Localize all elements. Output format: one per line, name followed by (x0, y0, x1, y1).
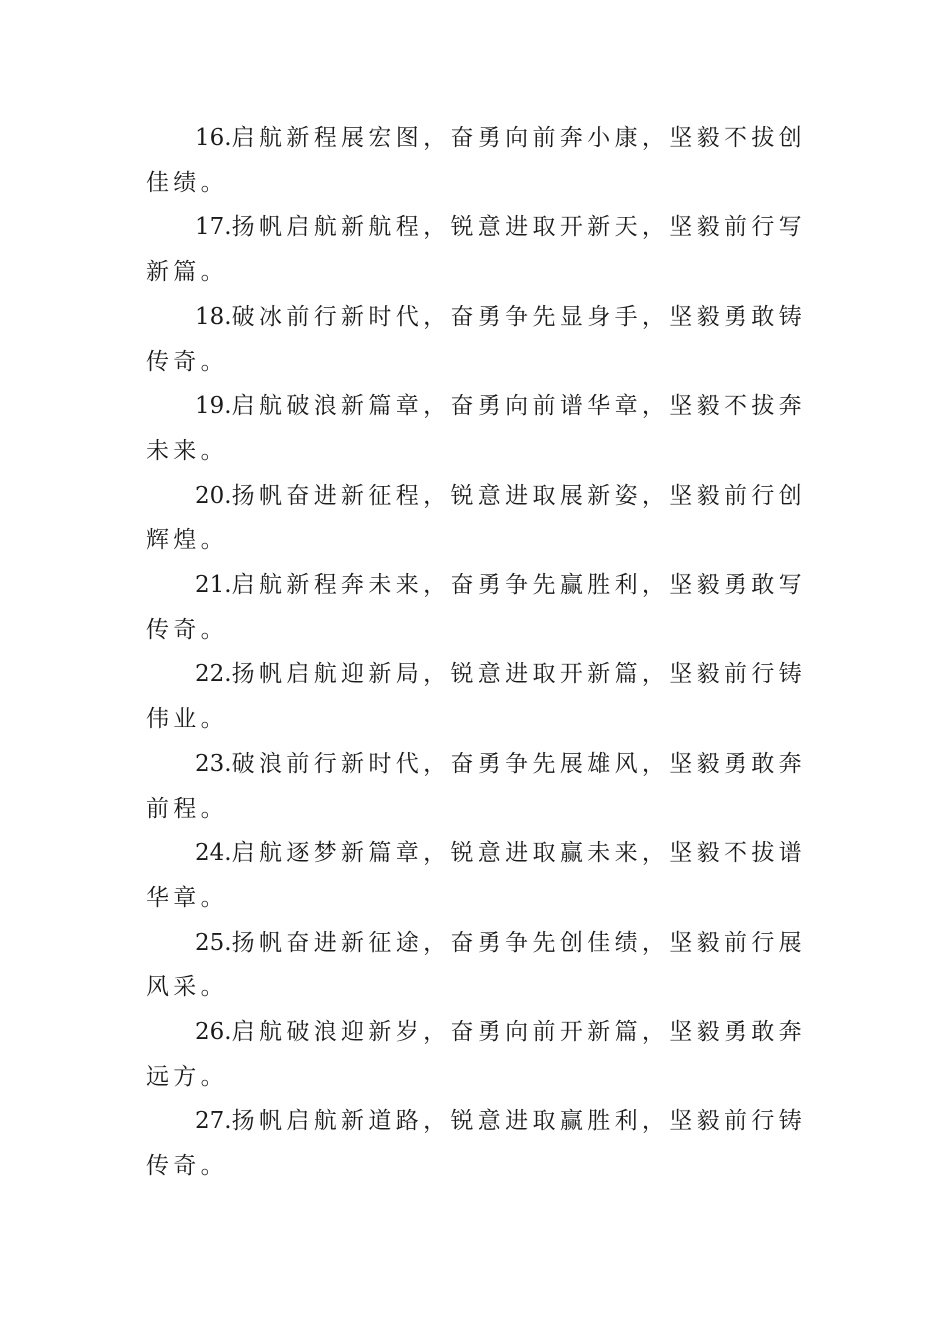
item-number: 17. (195, 214, 232, 241)
item-text: 破浪前行新时代，奋勇争先展雄风，坚毅勇敢奔前程。 (146, 750, 806, 822)
item-text: 扬帆奋进新征程，锐意进取展新姿，坚毅前行创辉煌。 (146, 482, 806, 554)
slogan-list (146, 116, 806, 1189)
item-number: 24. (195, 840, 232, 867)
item-number: 25. (195, 929, 232, 956)
item-number: 22. (195, 661, 232, 688)
list-item-25 (146, 921, 806, 1010)
list-item-26 (146, 1010, 806, 1099)
list-item-27 (146, 1099, 806, 1188)
item-number: 19. (195, 393, 232, 420)
list-item-24 (146, 831, 806, 920)
item-text: 扬帆奋进新征途，奋勇争先创佳绩，坚毅前行展风采。 (146, 929, 806, 1001)
item-number: 27. (195, 1108, 232, 1135)
item-number: 16. (195, 125, 232, 151)
list-item-19 (146, 384, 806, 473)
list-item-16 (146, 116, 806, 205)
item-text: 扬帆启航迎新局，锐意进取开新篇，坚毅前行铸伟业。 (146, 661, 806, 733)
list-item-21 (146, 563, 806, 652)
list-item-22 (146, 652, 806, 741)
item-text: 启航逐梦新篇章，锐意进取赢未来，坚毅不拔谱华章。 (146, 840, 806, 911)
item-text: 启航破浪迎新岁，奋勇向前开新篇，坚毅勇敢奔远方。 (146, 1019, 806, 1090)
item-text: 破冰前行新时代，奋勇争先显身手，坚毅勇敢铸传奇。 (146, 303, 806, 375)
item-number: 26. (195, 1019, 232, 1046)
list-item-23 (146, 742, 806, 831)
item-text: 启航破浪新篇章，奋勇向前谱华章，坚毅不拔奔未来。 (146, 393, 806, 464)
item-number: 18. (195, 303, 232, 330)
item-number: 20. (195, 482, 232, 509)
item-number: 21. (195, 572, 232, 599)
item-number: 23. (195, 750, 232, 777)
item-text: 扬帆启航新航程，锐意进取开新天，坚毅前行写新篇。 (146, 214, 806, 286)
item-text: 扬帆启航新道路，锐意进取赢胜利，坚毅前行铸传奇。 (146, 1108, 806, 1180)
list-item-17 (146, 205, 806, 294)
list-item-20 (146, 474, 806, 563)
list-item-18 (146, 295, 806, 384)
item-text: 启航新程展宏图，奋勇向前奔小康，坚毅不拔创佳绩。 (146, 125, 806, 196)
item-text: 启航新程奔未来，奋勇争先赢胜利，坚毅勇敢写传奇。 (146, 572, 806, 643)
